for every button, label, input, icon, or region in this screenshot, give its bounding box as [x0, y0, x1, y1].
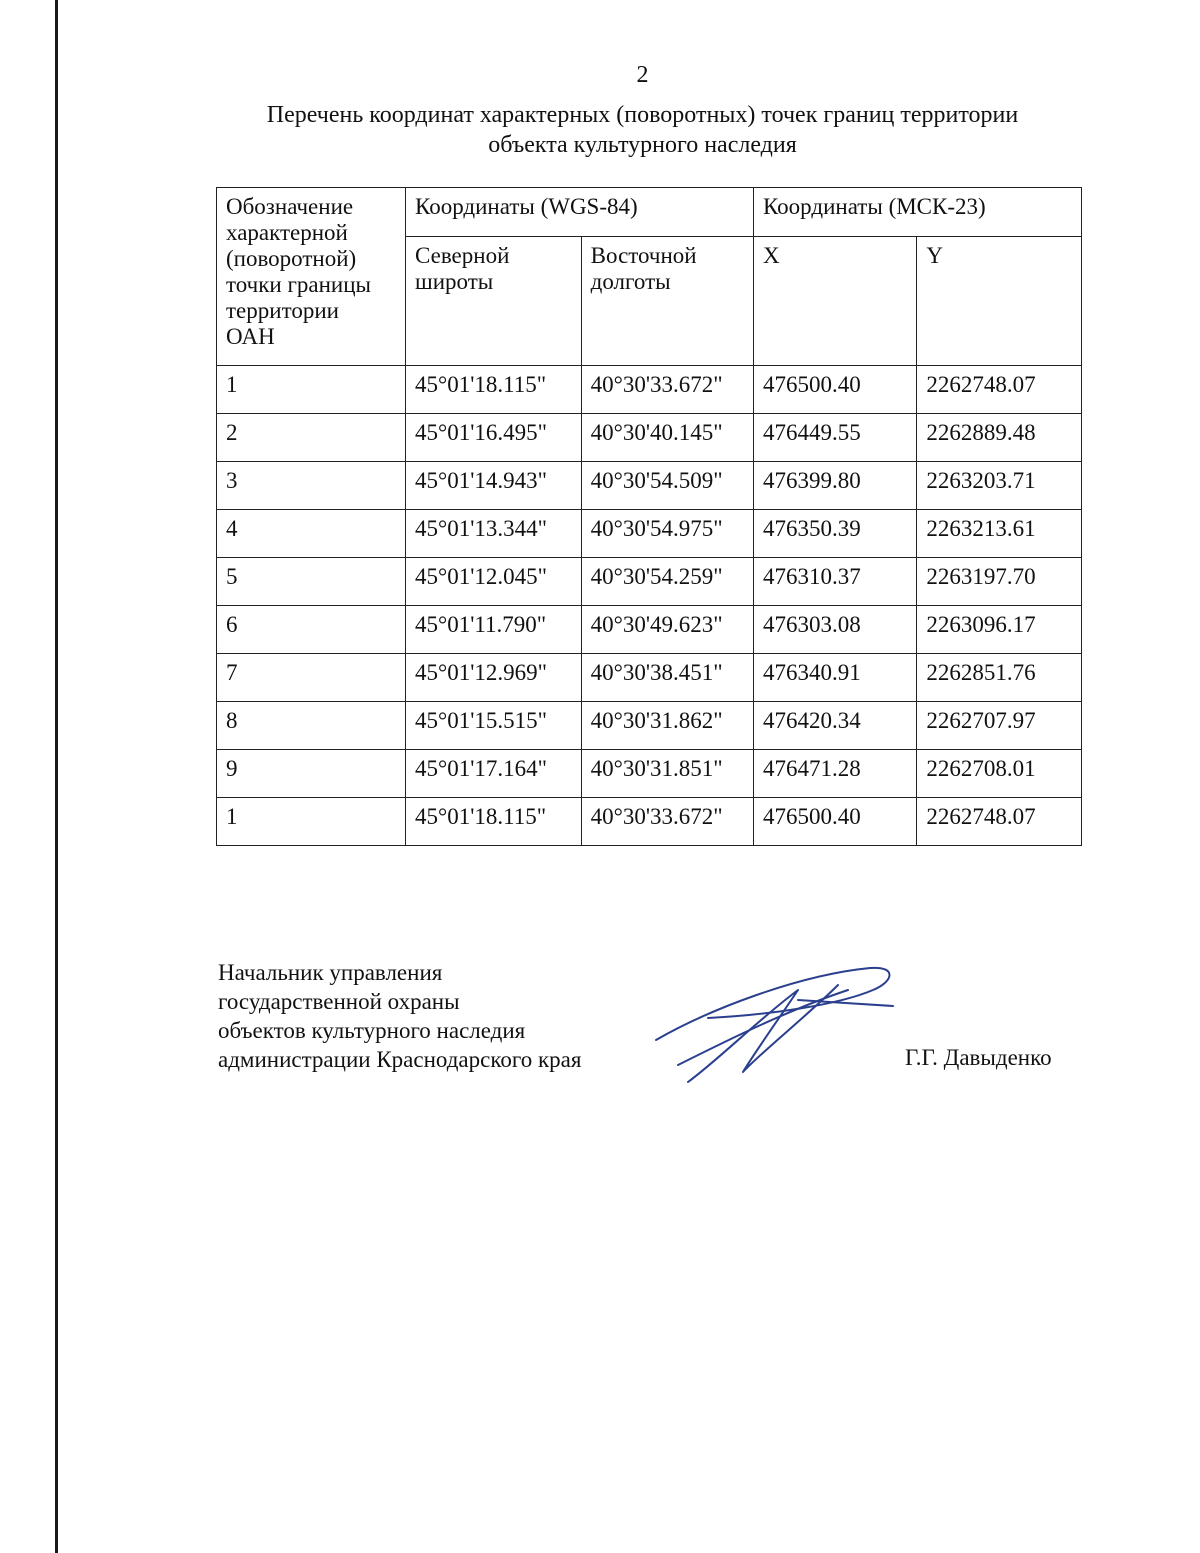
cell-point: 2	[217, 414, 406, 462]
cell-latitude: 45°01'11.790"	[406, 606, 582, 654]
table-row	[217, 414, 1082, 462]
cell-y: 2263213.61	[917, 510, 1082, 558]
page-number: 2	[636, 62, 649, 88]
header-latitude	[406, 237, 582, 366]
signatory-position-line: Начальник управления	[218, 960, 443, 985]
cell-longitude: 40°30'49.623"	[581, 606, 753, 654]
header-point-line: точки границы	[226, 272, 371, 297]
cell-longitude: 40°30'54.509"	[581, 462, 753, 510]
header-latitude-line: широты	[415, 269, 494, 294]
signatory-position-line: государственной охраны	[218, 989, 460, 1014]
table-header-row	[217, 188, 1082, 237]
cell-y: 2262708.01	[917, 750, 1082, 798]
cell-y: 2262748.07	[917, 798, 1082, 846]
header-point-designation	[217, 188, 406, 366]
cell-point: 4	[217, 510, 406, 558]
table-row	[217, 366, 1082, 414]
signature-strokes	[656, 968, 893, 1082]
cell-latitude: 45°01'12.045"	[406, 558, 582, 606]
header-point-line: (поворотной)	[226, 246, 357, 271]
cell-latitude: 45°01'15.515"	[406, 702, 582, 750]
cell-y: 2263203.71	[917, 462, 1082, 510]
cell-x: 476449.55	[753, 414, 916, 462]
cell-latitude: 45°01'14.943"	[406, 462, 582, 510]
cell-y: 2263096.17	[917, 606, 1082, 654]
scan-edge-line	[55, 0, 58, 1553]
cell-y: 2262748.07	[917, 366, 1082, 414]
header-wgs84: Координаты (WGS-84)	[406, 188, 754, 237]
cell-longitude: 40°30'31.862"	[581, 702, 753, 750]
cell-x: 476500.40	[753, 366, 916, 414]
cell-latitude: 45°01'16.495"	[406, 414, 582, 462]
signature-stroke	[688, 985, 838, 1082]
table-row	[217, 462, 1082, 510]
cell-point: 7	[217, 654, 406, 702]
cell-x: 476310.37	[753, 558, 916, 606]
header-point-line: территории	[226, 298, 339, 323]
cell-longitude: 40°30'54.975"	[581, 510, 753, 558]
signatory-position-line: объектов культурного наследия	[218, 1018, 526, 1043]
cell-longitude: 40°30'33.672"	[581, 798, 753, 846]
cell-x: 476340.91	[753, 654, 916, 702]
signatory-position-line: администрации Краснодарского края	[218, 1047, 582, 1072]
document-title	[215, 100, 1070, 160]
cell-latitude: 45°01'13.344"	[406, 510, 582, 558]
cell-point: 1	[217, 798, 406, 846]
table-row	[217, 558, 1082, 606]
cell-longitude: 40°30'54.259"	[581, 558, 753, 606]
cell-x: 476399.80	[753, 462, 916, 510]
cell-y: 2262889.48	[917, 414, 1082, 462]
cell-longitude: 40°30'31.851"	[581, 750, 753, 798]
cell-point: 1	[217, 366, 406, 414]
cell-point: 3	[217, 462, 406, 510]
header-point-line: характерной	[226, 220, 348, 245]
cell-x: 476420.34	[753, 702, 916, 750]
cell-latitude: 45°01'17.164"	[406, 750, 582, 798]
document-title-line-2: объекта культурного наследия	[488, 132, 797, 158]
cell-latitude: 45°01'18.115"	[406, 366, 582, 414]
cell-longitude: 40°30'40.145"	[581, 414, 753, 462]
header-msk23: Координаты (МСК-23)	[753, 188, 1081, 237]
cell-latitude: 45°01'12.969"	[406, 654, 582, 702]
table-row	[217, 798, 1082, 846]
table-row	[217, 654, 1082, 702]
cell-point: 9	[217, 750, 406, 798]
cell-latitude: 45°01'18.115"	[406, 798, 582, 846]
header-y: Y	[917, 237, 1082, 366]
header-point-line: ОАН	[226, 324, 275, 349]
table-row	[217, 510, 1082, 558]
table-row	[217, 606, 1082, 654]
document-title-line-1: Перечень координат характерных (поворотных) точек границ территории	[266, 102, 1019, 128]
header-longitude-line: Восточной	[590, 243, 697, 268]
header-longitude	[581, 237, 753, 366]
cell-x: 476471.28	[753, 750, 916, 798]
cell-x: 476303.08	[753, 606, 916, 654]
coordinates-table	[216, 187, 1082, 846]
cell-point: 8	[217, 702, 406, 750]
table-row	[217, 702, 1082, 750]
signer-name: Г.Г. Давыденко	[905, 1045, 1052, 1070]
table-row	[217, 750, 1082, 798]
cell-longitude: 40°30'33.672"	[581, 366, 753, 414]
header-x: X	[753, 237, 916, 366]
handwritten-signature	[648, 960, 898, 1085]
cell-y: 2262707.97	[917, 702, 1082, 750]
header-longitude-line: долготы	[590, 269, 671, 294]
cell-y: 2262851.76	[917, 654, 1082, 702]
cell-x: 476500.40	[753, 798, 916, 846]
cell-point: 5	[217, 558, 406, 606]
header-latitude-line: Северной	[415, 243, 510, 268]
signatory-position	[218, 958, 581, 1074]
header-point-line: Обозначение	[226, 194, 354, 219]
cell-point: 6	[217, 606, 406, 654]
cell-longitude: 40°30'38.451"	[581, 654, 753, 702]
cell-x: 476350.39	[753, 510, 916, 558]
cell-y: 2263197.70	[917, 558, 1082, 606]
